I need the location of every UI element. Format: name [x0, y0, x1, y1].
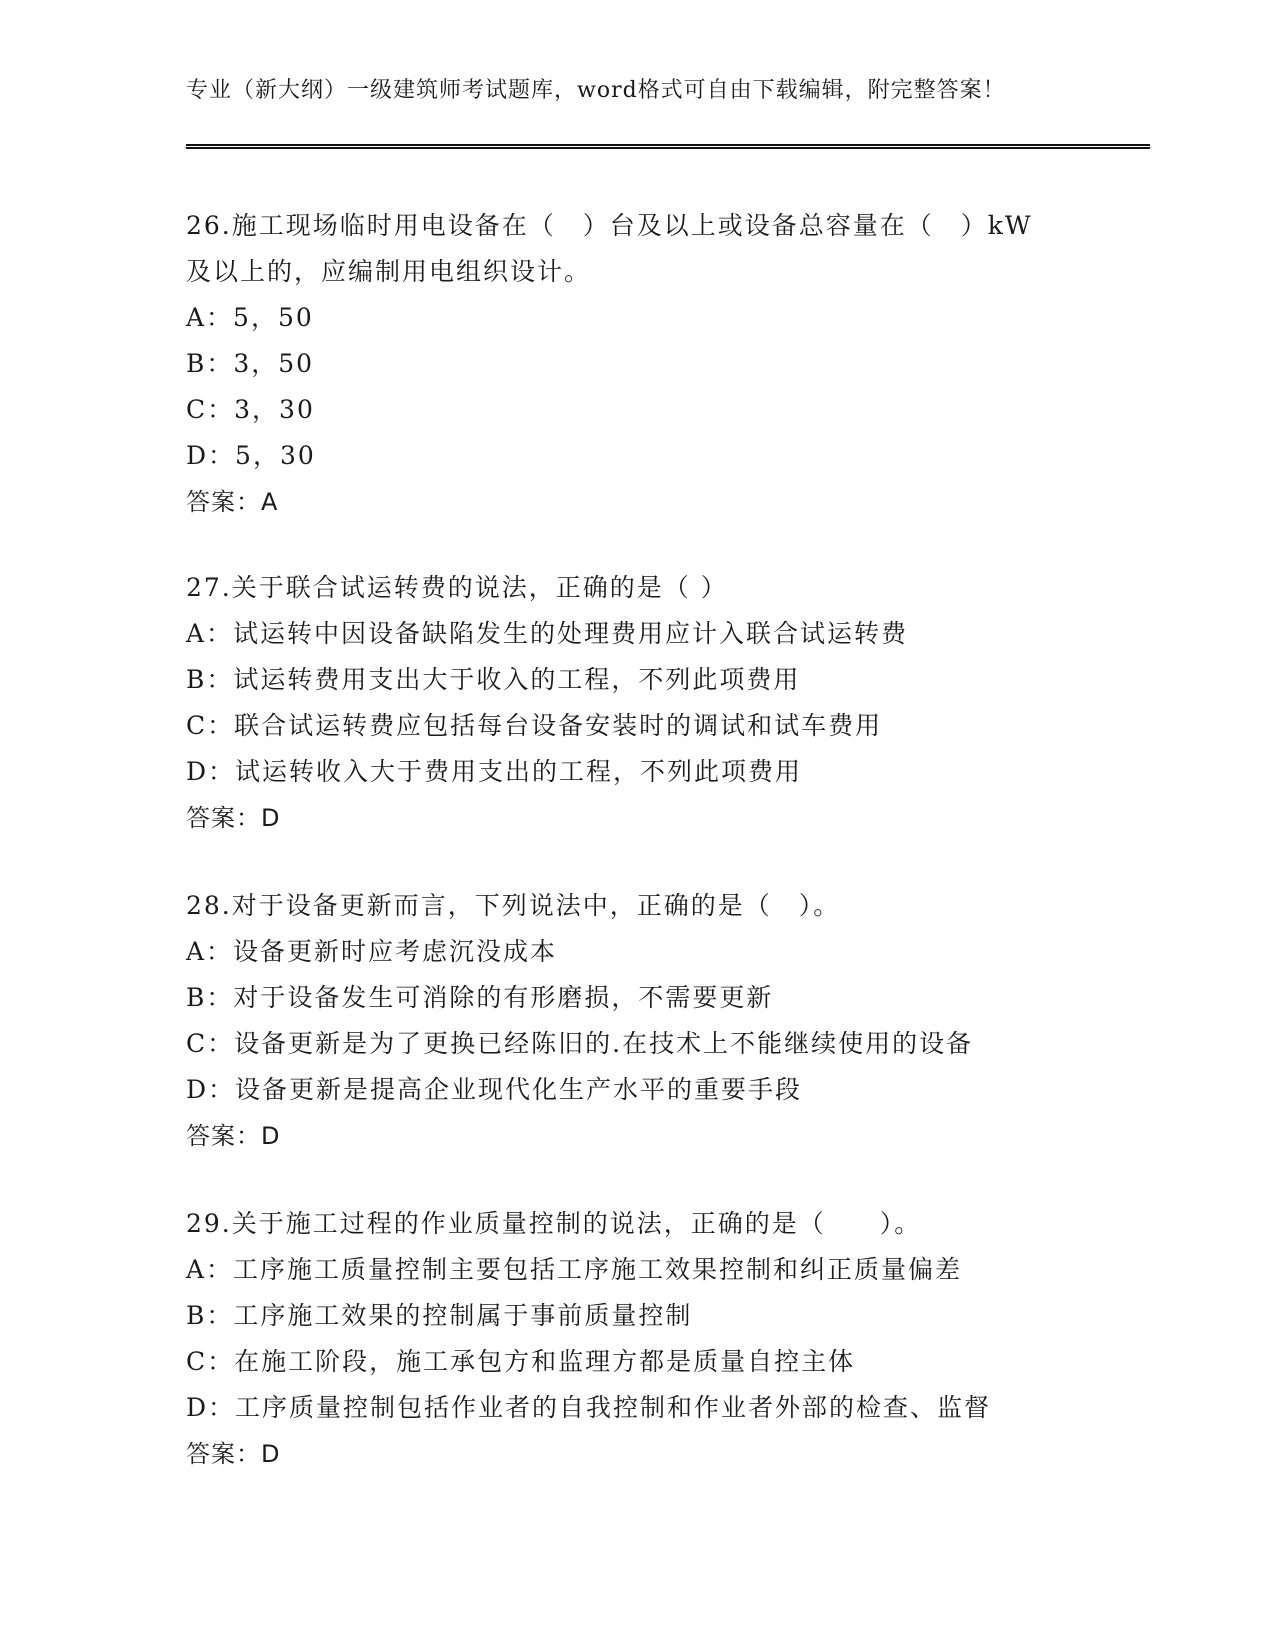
option-c: C：设备更新是为了更换已经陈旧的.在技术上不能继续使用的设备 [186, 1029, 974, 1058]
option-a: A：工序施工质量控制主要包括工序施工效果控制和纠正质量偏差 [186, 1255, 963, 1284]
option-a: A：5，50 [186, 303, 314, 332]
option-d: D：试运转收入大于费用支出的工程，不列此项费用 [186, 757, 803, 786]
option-c: C：联合试运转费应包括每台设备安装时的调试和试车费用 [186, 711, 883, 740]
option-c: C：3，30 [186, 395, 315, 424]
option-a: A：设备更新时应考虑沉没成本 [186, 937, 558, 966]
option-b: B：工序施工效果的控制属于事前质量控制 [186, 1301, 693, 1330]
answer: 答案：D [186, 1440, 281, 1468]
option-b: B：对于设备发生可消除的有形磨损，不需要更新 [186, 983, 774, 1012]
option-b: B：3，50 [186, 349, 315, 378]
question-stem: 29.关于施工过程的作业质量控制的说法，正确的是（ ）。 [186, 1209, 922, 1238]
question-stem: 27.关于联合试运转费的说法，正确的是（ ） [186, 573, 728, 602]
question-stem: 28.对于设备更新而言，下列说法中，正确的是（ ）。 [186, 891, 841, 920]
answer: 答案：A [186, 488, 279, 516]
option-c: C：在施工阶段，施工承包方和监理方都是质量自控主体 [186, 1347, 856, 1376]
option-d: D：工序质量控制包括作业者的自我控制和作业者外部的检查、监督 [186, 1393, 992, 1422]
answer: 答案：D [186, 1122, 281, 1150]
question-28 [186, 883, 1086, 1159]
header-divider [186, 144, 1150, 149]
option-d: D：设备更新是提高企业现代化生产水平的重要手段 [186, 1075, 803, 1104]
option-d: D：5，30 [186, 441, 316, 470]
question-29 [186, 1201, 1086, 1477]
question-26 [186, 203, 1086, 525]
question-stem: 26.施工现场临时用电设备在（ ）台及以上或设备总容量在（ ）kW [186, 211, 1033, 240]
answer: 答案：D [186, 804, 281, 832]
question-stem: 及以上的，应编制用电组织设计。 [186, 257, 592, 286]
question-27 [186, 565, 1086, 841]
option-b: B：试运转费用支出大于收入的工程，不列此项费用 [186, 665, 801, 694]
option-a: A：试运转中因设备缺陷发生的处理费用应计入联合试运转费 [186, 619, 909, 648]
page-header: 专业（新大纲）一级建筑师考试题库，word格式可自由下载编辑，附完整答案！ [186, 78, 1006, 103]
